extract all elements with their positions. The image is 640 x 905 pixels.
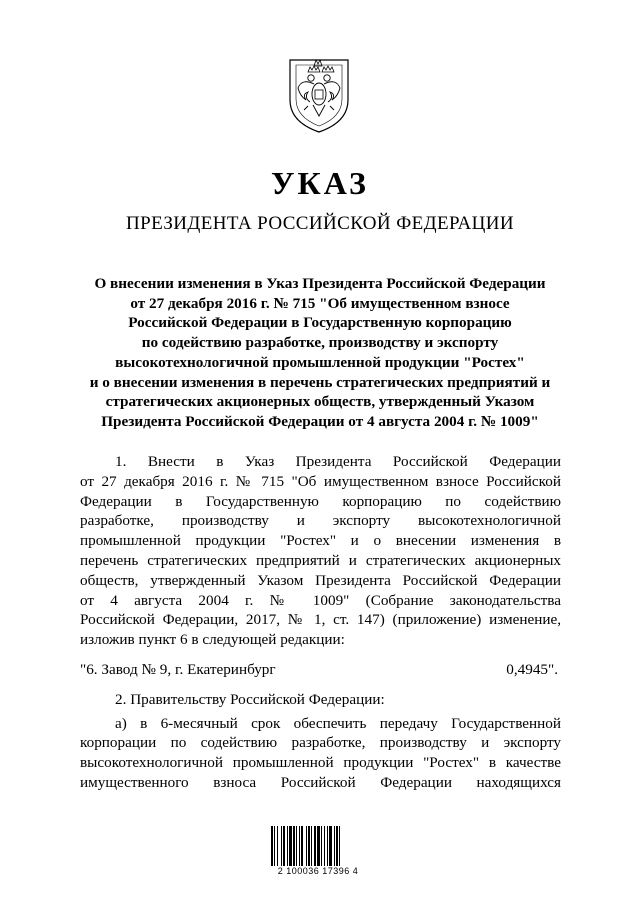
body-line: обществ, утвержденный Указом Президента Российской Федерации: [80, 571, 561, 589]
body-line: от 4 августа 2004 г. № 1009" (Собрание законодательства: [80, 591, 561, 609]
heading-line: высокотехнологичной промышленной продукции "Ростех": [115, 353, 525, 371]
heading-line: Президента Российской Федерации от 4 августа 2004 г. № 1009": [101, 412, 539, 430]
body-line: Федерации в Государственную корпорацию по содействию: [80, 492, 561, 510]
amended-item-row: [80, 660, 561, 680]
paragraph-3: [80, 714, 561, 793]
heading-line: О внесении изменения в Указ Президента Российской Федерации: [94, 275, 546, 292]
paragraph-2: 2. Правительству Российской Федерации:: [115, 690, 385, 708]
heading-line: стратегических акционерных обществ, утвержденный Указом: [105, 393, 535, 411]
body-line: Российской Федерации, 2017, № 1, ст. 147) (приложение) изменение,: [80, 611, 561, 629]
decree-body: [80, 452, 561, 793]
heading-line: Российской Федерации в Государственную корпорацию: [128, 314, 512, 332]
body-line: высокотехнологичной промышленной продукции "Ростех" в качестве: [80, 754, 561, 772]
body-line: перечень стратегических предприятий и стратегических акционерных: [80, 551, 561, 569]
body-line: а) в 6-месячный срок обеспечить передачу Государственной: [115, 714, 561, 732]
amended-item-value: 0,4945".: [506, 660, 558, 678]
coat-of-arms-emblem-icon: [284, 50, 354, 134]
paragraph-1: [80, 452, 561, 650]
decree-heading: [70, 274, 570, 432]
heading-line: от 27 декабря 2016 г. № 715 "Об имущественном взносе: [130, 294, 510, 312]
document-title: УКАЗ: [271, 165, 369, 201]
heading-line: и о внесении изменения в перечень стратегических предприятий и: [89, 373, 551, 391]
barcode-icon: [271, 826, 363, 866]
body-line: имущественного взноса Российской Федерации находящихся: [80, 773, 561, 791]
body-line: корпорации по содействию разработке, производству и экспорту: [80, 734, 561, 752]
body-line: изложив пункт 6 в следующей редакции:: [80, 631, 345, 649]
body-line: 1. Внести в Указ Президента Российской Федерации: [115, 453, 561, 470]
heading-line: по содействию разработке, производству и экспорту: [141, 334, 499, 352]
body-line: промышленной продукции "Ростех" и о внесении изменения в: [80, 532, 561, 550]
document-subtitle: ПРЕЗИДЕНТА РОССИЙСКОЙ ФЕДЕРАЦИИ: [126, 213, 514, 234]
body-line: от 27 декабря 2016 г. № 715 "Об имущественном взносе Российской: [80, 472, 561, 490]
barcode-number: 2 100036 17396 4: [277, 866, 359, 876]
body-line: разработке, производству и экспорту высокотехнологичной: [80, 512, 561, 530]
amended-item-text: "6. Завод № 9, г. Екатеринбург: [80, 660, 276, 678]
